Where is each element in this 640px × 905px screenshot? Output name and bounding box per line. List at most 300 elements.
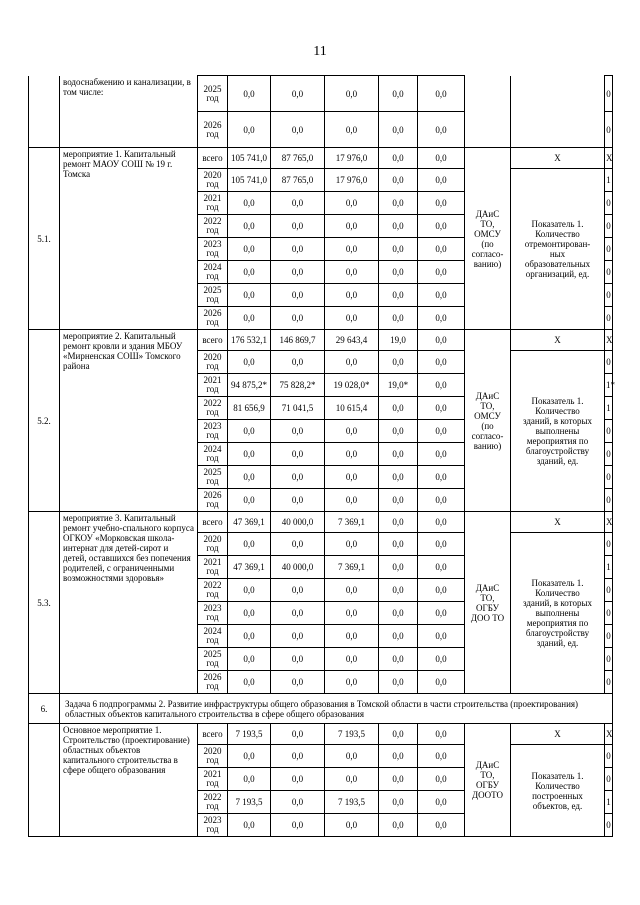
amount-cell-text: 0,0	[291, 472, 304, 482]
result-cell-text: 0	[606, 198, 611, 208]
amount-cell-text: 0,0	[291, 357, 304, 367]
year-cell	[198, 814, 228, 837]
measure-name-cell	[60, 512, 198, 694]
amount-cell-text: 0,0	[291, 608, 304, 618]
result-cell	[605, 374, 613, 397]
amount-cell-text: 0,0	[392, 774, 404, 784]
amount-cell	[271, 443, 325, 466]
indicator-cell	[511, 169, 605, 330]
amount-cell-text: 7 369,1	[338, 562, 365, 572]
year-cell-line: год	[206, 824, 219, 834]
result-cell-text: 0	[606, 472, 611, 482]
amount-cell	[271, 602, 325, 625]
amount-cell	[271, 284, 325, 307]
amount-cell	[325, 724, 379, 745]
num-cell	[29, 694, 60, 724]
amount-cell	[325, 512, 379, 533]
executor-cell	[465, 724, 511, 837]
amount-cell-text: 0,0	[243, 221, 255, 231]
amount-cell-text: 7 193,5	[235, 797, 263, 807]
year-cell	[198, 625, 228, 648]
amount-cell-text: 19,0	[390, 335, 406, 345]
amount-cell	[418, 443, 465, 466]
amount-cell-text: 0,0	[243, 426, 255, 436]
indicator-cell-line: Количество	[535, 588, 580, 598]
amount-cell-text: 0,0	[291, 88, 304, 99]
indicator-cell-line: мероприятия по	[526, 618, 589, 628]
program-table	[28, 75, 613, 837]
amount-cell	[418, 397, 465, 420]
result-cell	[605, 261, 613, 284]
result-cell-text: 0	[606, 290, 611, 300]
amount-cell	[228, 791, 271, 814]
amount-cell	[379, 602, 418, 625]
year-cell	[198, 602, 228, 625]
amount-cell	[418, 602, 465, 625]
amount-cell-text: 0,0	[291, 654, 304, 664]
amount-cell	[325, 443, 379, 466]
amount-cell-text: 0,0	[392, 449, 404, 459]
amount-cell-text: 0,0	[392, 608, 404, 618]
result-cell	[605, 602, 613, 625]
year-cell-line: 2021	[203, 557, 222, 567]
amount-cell-text: 7 193,5	[338, 729, 365, 739]
num-cell	[29, 148, 60, 330]
year-cell-line: 2023	[203, 239, 222, 249]
measure-name-cell	[60, 76, 198, 148]
year-cell	[198, 556, 228, 579]
result-cell-text: 0	[606, 677, 611, 687]
amount-cell-text: 81 656,9	[233, 403, 265, 413]
amount-cell-text: 0,0	[345, 124, 358, 135]
amount-cell-text: 0,0	[392, 495, 404, 505]
amount-cell	[379, 284, 418, 307]
indicator-cell-line: Количество	[535, 229, 580, 239]
amount-cell	[418, 768, 465, 791]
executor-cell-line: ДАиС	[475, 390, 500, 401]
amount-cell	[325, 420, 379, 443]
year-cell-line: год	[206, 179, 219, 189]
amount-cell-text: 0,0	[435, 774, 447, 784]
amount-cell-text: 0,0	[345, 290, 358, 300]
amount-cell-text: 0,0	[291, 221, 304, 231]
year-cell-line: 2026	[203, 672, 222, 682]
indicator-cell	[511, 533, 605, 694]
amount-cell	[325, 215, 379, 238]
year-cell-line: год	[206, 271, 219, 281]
amount-cell	[271, 489, 325, 512]
year-cell-line: 2026	[203, 308, 222, 318]
amount-cell	[271, 192, 325, 215]
measure-name-cell-text: мероприятие 3. Капитальный ремонт учебно-спального корпуса ОГКОУ «Морковская школа-интернат для детей-сирот и детей, оставшихся без попечения родителей, с ограниченными возможностями здоровья»	[63, 513, 194, 583]
year-cell-line: 2022	[203, 792, 222, 802]
amount-cell	[271, 791, 325, 814]
amount-cell-text: 0,0	[392, 820, 404, 830]
amount-cell-text: 0,0	[243, 774, 255, 784]
year-cell	[198, 215, 228, 238]
amount-cell-text: 0,0	[345, 631, 358, 641]
executor-cell-line: ОМСУ	[474, 228, 501, 239]
amount-cell	[228, 192, 271, 215]
amount-cell-text: 105 741,0	[231, 153, 267, 163]
amount-cell	[228, 602, 271, 625]
amount-cell-text: 0,0	[243, 198, 255, 208]
result-cell	[605, 192, 613, 215]
amount-cell-text: 0,0	[345, 774, 358, 784]
amount-cell	[418, 489, 465, 512]
year-cell	[198, 169, 228, 192]
amount-cell-text: 0,0	[291, 751, 304, 761]
indicator-cell-line: построенных	[532, 790, 583, 801]
amount-cell-text: 0,0	[345, 495, 358, 505]
amount-cell	[271, 625, 325, 648]
amount-cell	[418, 374, 465, 397]
amount-cell	[418, 261, 465, 284]
result-cell-text: Х	[606, 517, 613, 527]
amount-cell-text: 0,0	[435, 585, 447, 595]
amount-cell-text: 0,0	[435, 797, 447, 807]
amount-cell	[228, 556, 271, 579]
task-text-cell	[60, 694, 613, 724]
amount-cell-text: 40 000,0	[281, 517, 314, 527]
amount-cell-text: 0,0	[392, 539, 404, 549]
year-cell-line: год	[206, 453, 219, 463]
amount-cell	[228, 112, 271, 148]
amount-cell	[418, 169, 465, 192]
amount-cell	[325, 602, 379, 625]
result-cell	[605, 169, 613, 192]
year-cell-line: год	[206, 755, 219, 765]
amount-cell	[379, 489, 418, 512]
result-cell-text: 0	[606, 631, 611, 641]
amount-cell	[418, 724, 465, 745]
amount-cell	[379, 169, 418, 192]
year-cell-line: год	[206, 658, 219, 668]
indicator-cell-line: Количество	[535, 406, 580, 416]
executor-cell	[465, 148, 511, 330]
amount-cell-text: 0,0	[291, 585, 304, 595]
amount-cell	[228, 579, 271, 602]
year-cell	[198, 112, 228, 148]
amount-cell-text: 0,0	[243, 88, 255, 99]
amount-cell-text: 0,0	[435, 820, 447, 830]
amount-cell	[418, 466, 465, 489]
executor-cell-line: ДАиС	[475, 582, 500, 593]
amount-cell-text: 7 193,5	[235, 729, 263, 739]
amount-cell	[271, 330, 325, 351]
amount-cell-text: 0,0	[392, 585, 404, 595]
amount-cell-text: 176 532,1	[231, 335, 267, 345]
amount-cell	[325, 648, 379, 671]
result-cell	[605, 648, 613, 671]
amount-cell-text: 0,0	[243, 539, 255, 549]
amount-cell	[379, 351, 418, 374]
amount-cell-text: 0,0	[291, 677, 304, 687]
amount-cell	[379, 791, 418, 814]
amount-cell-text: 0,0	[435, 124, 447, 135]
executor-cell	[465, 512, 511, 694]
year-cell-line: 2020	[203, 534, 222, 544]
amount-cell	[379, 374, 418, 397]
amount-cell	[228, 238, 271, 261]
amount-cell-text: 0,0	[291, 539, 304, 549]
amount-cell-text: 0,0	[392, 290, 404, 300]
indicator-cell-line: благоустройству	[525, 628, 590, 638]
amount-cell-text: 0,0	[435, 677, 447, 687]
year-cell	[198, 648, 228, 671]
indicator-cell-line: выполнены	[535, 426, 580, 436]
amount-cell-text: 0,0	[435, 313, 447, 323]
result-cell-text: 0	[606, 88, 611, 99]
year-cell-line: 2020	[203, 746, 222, 756]
executor-cell	[465, 76, 511, 148]
amount-cell	[271, 261, 325, 284]
amount-cell	[228, 489, 271, 512]
executor-cell-line: (по	[481, 238, 494, 249]
amount-cell-text: 40 000,0	[281, 562, 314, 572]
measure-name-cell	[60, 724, 198, 837]
amount-cell-text: 0,0	[435, 517, 447, 527]
amount-cell	[379, 397, 418, 420]
result-cell	[605, 533, 613, 556]
executor-cell-line: ОГБУ	[476, 602, 499, 613]
measure-name-cell-text: Основное мероприятие 1. Строительство (проектирование) областных объектов капитального строительства в сфере общего образования	[63, 725, 190, 775]
amount-cell-text: 0,0	[345, 221, 358, 231]
amount-cell	[379, 466, 418, 489]
amount-cell-text: 0,0	[435, 608, 447, 618]
amount-cell-text: 0,0	[345, 820, 358, 830]
indicator-x-cell-text: Х	[554, 729, 561, 739]
amount-cell	[379, 671, 418, 694]
amount-cell	[271, 556, 325, 579]
year-cell	[198, 671, 228, 694]
amount-cell-text: 0,0	[243, 472, 255, 482]
result-cell	[605, 724, 613, 745]
amount-cell	[379, 512, 418, 533]
indicator-cell-line: мероприятия по	[526, 436, 589, 446]
amount-cell-text: 0,0	[243, 631, 255, 641]
amount-cell-text: 0,0	[291, 124, 304, 135]
amount-cell-text: 0,0	[291, 290, 304, 300]
indicator-cell	[511, 76, 605, 148]
indicator-x-cell	[511, 148, 605, 169]
result-cell	[605, 148, 613, 169]
amount-cell-text: 0,0	[435, 244, 447, 254]
result-cell	[605, 307, 613, 330]
executor-cell-line: ОМСУ	[474, 410, 501, 421]
amount-cell-text: 0,0	[435, 198, 447, 208]
executor-cell-line: ТО,	[480, 218, 495, 229]
amount-cell	[325, 374, 379, 397]
indicator-cell-line: Показатель 1.	[531, 578, 584, 588]
year-cell-line: 2026	[203, 490, 222, 500]
result-cell-text: 0	[606, 426, 611, 436]
year-cell-line: 2021	[203, 193, 222, 203]
amount-cell	[325, 112, 379, 148]
result-cell-text: Х	[606, 729, 613, 739]
year-cell-line: 2020	[203, 170, 222, 180]
amount-cell	[418, 671, 465, 694]
amount-cell	[418, 238, 465, 261]
amount-cell-text: 0,0	[243, 585, 255, 595]
amount-cell-text: 0,0	[345, 449, 358, 459]
year-cell	[198, 261, 228, 284]
amount-cell	[325, 579, 379, 602]
amount-cell-text: 0,0	[392, 797, 404, 807]
year-cell-line: 2023	[203, 815, 222, 825]
year-cell	[198, 307, 228, 330]
amount-cell-text: 0,0	[243, 677, 255, 687]
year-cell-line: год	[206, 92, 219, 103]
amount-cell	[325, 192, 379, 215]
amount-cell	[325, 397, 379, 420]
amount-cell	[379, 112, 418, 148]
amount-cell-text: 0,0	[435, 562, 447, 572]
amount-cell-text: 47 369,1	[233, 517, 265, 527]
amount-cell-text: 0,0	[392, 357, 404, 367]
amount-cell	[271, 112, 325, 148]
num-cell-text: 6.	[40, 703, 48, 714]
year-cell	[198, 192, 228, 215]
amount-cell	[379, 215, 418, 238]
amount-cell	[418, 76, 465, 112]
amount-cell-text: 47 369,1	[233, 562, 265, 572]
result-cell-text: 0	[606, 751, 611, 761]
result-cell-text: 0	[606, 608, 611, 618]
amount-cell	[271, 215, 325, 238]
amount-cell-text: 0,0	[291, 313, 304, 323]
amount-cell-text: 0,0	[435, 290, 447, 300]
year-cell	[198, 397, 228, 420]
year-cell-line: 2021	[203, 375, 222, 385]
amount-cell	[418, 579, 465, 602]
num-cell	[29, 512, 60, 694]
amount-cell-text: 0,0	[345, 539, 358, 549]
amount-cell-text: 0,0	[243, 267, 255, 277]
year-cell-line: 2025	[203, 467, 222, 477]
amount-cell-text: 0,0	[435, 153, 447, 163]
executor-cell-line: (по	[481, 420, 494, 431]
result-cell	[605, 489, 613, 512]
amount-cell-text: 0,0	[345, 88, 358, 99]
amount-cell-text: 0,0	[243, 124, 255, 135]
year-cell	[198, 284, 228, 307]
measure-name-cell-text: мероприятие 2. Капитальный ремонт кровли и здания МБОУ «Мирненская СОШ» Томского района	[63, 331, 183, 371]
amount-cell	[271, 374, 325, 397]
amount-cell	[418, 556, 465, 579]
result-cell-text: 0	[606, 495, 611, 505]
year-cell-line: год	[206, 612, 219, 622]
amount-cell	[271, 724, 325, 745]
amount-cell	[228, 533, 271, 556]
amount-cell	[271, 76, 325, 112]
amount-cell	[418, 533, 465, 556]
amount-cell	[418, 420, 465, 443]
amount-cell	[228, 671, 271, 694]
amount-cell-text: 0,0	[291, 774, 304, 784]
year-cell	[198, 76, 228, 112]
amount-cell	[325, 148, 379, 169]
amount-cell	[228, 648, 271, 671]
total-label-cell	[198, 724, 228, 745]
amount-cell	[379, 724, 418, 745]
result-cell-text: Х	[606, 335, 613, 345]
amount-cell	[228, 261, 271, 284]
amount-cell	[418, 112, 465, 148]
total-label-cell-text: всего	[202, 153, 223, 163]
result-cell	[605, 76, 613, 112]
total-label-cell	[198, 148, 228, 169]
result-cell-text: 1*	[606, 380, 615, 390]
amount-cell	[379, 261, 418, 284]
amount-cell-text: 0,0	[392, 124, 404, 135]
amount-cell-text: 0,0	[392, 517, 404, 527]
executor-cell-line: ДАиС	[475, 208, 500, 219]
result-cell	[605, 466, 613, 489]
amount-cell	[379, 648, 418, 671]
table-row	[29, 76, 613, 112]
amount-cell	[228, 397, 271, 420]
amount-cell	[325, 745, 379, 768]
amount-cell	[228, 768, 271, 791]
year-cell	[198, 489, 228, 512]
indicator-x-cell	[511, 724, 605, 745]
indicator-x-cell-text: Х	[554, 335, 561, 345]
amount-cell	[271, 745, 325, 768]
amount-cell-text: 0,0	[345, 677, 358, 687]
amount-cell	[325, 238, 379, 261]
amount-cell	[379, 238, 418, 261]
indicator-cell-line: благоустройству	[525, 446, 590, 456]
amount-cell	[271, 648, 325, 671]
amount-cell	[379, 330, 418, 351]
year-cell-line: год	[206, 566, 219, 576]
amount-cell	[379, 443, 418, 466]
amount-cell	[228, 512, 271, 533]
amount-cell-text: 7 193,5	[338, 797, 365, 807]
result-cell-text: 0	[606, 313, 611, 323]
amount-cell	[379, 420, 418, 443]
result-cell	[605, 238, 613, 261]
amount-cell-text: 0,0	[435, 357, 447, 367]
amount-cell-text: 0,0	[435, 267, 447, 277]
result-cell-text: 0	[606, 244, 611, 254]
result-cell	[605, 579, 613, 602]
amount-cell	[325, 76, 379, 112]
amount-cell	[379, 745, 418, 768]
amount-cell-text: 0,0	[291, 495, 304, 505]
amount-cell-text: 0,0	[345, 313, 358, 323]
amount-cell-text: 0,0	[435, 221, 447, 231]
amount-cell	[271, 238, 325, 261]
amount-cell-text: 29 643,4	[335, 335, 368, 345]
year-cell-line: год	[206, 589, 219, 599]
indicator-cell-line: зданий, ед.	[536, 638, 579, 648]
amount-cell-text: 0,0	[345, 426, 358, 436]
page-number: 11	[313, 44, 327, 59]
year-cell	[198, 238, 228, 261]
amount-cell-text: 87 765,0	[281, 175, 314, 185]
amount-cell-text: 0,0	[435, 403, 447, 413]
amount-cell	[379, 192, 418, 215]
amount-cell-text: 0,0	[435, 88, 447, 99]
amount-cell	[418, 307, 465, 330]
amount-cell-text: 0,0	[435, 175, 447, 185]
amount-cell-text: 0,0	[392, 426, 404, 436]
year-cell-line: год	[206, 543, 219, 553]
amount-cell-text: 0,0	[392, 88, 404, 99]
task-row	[29, 694, 613, 724]
